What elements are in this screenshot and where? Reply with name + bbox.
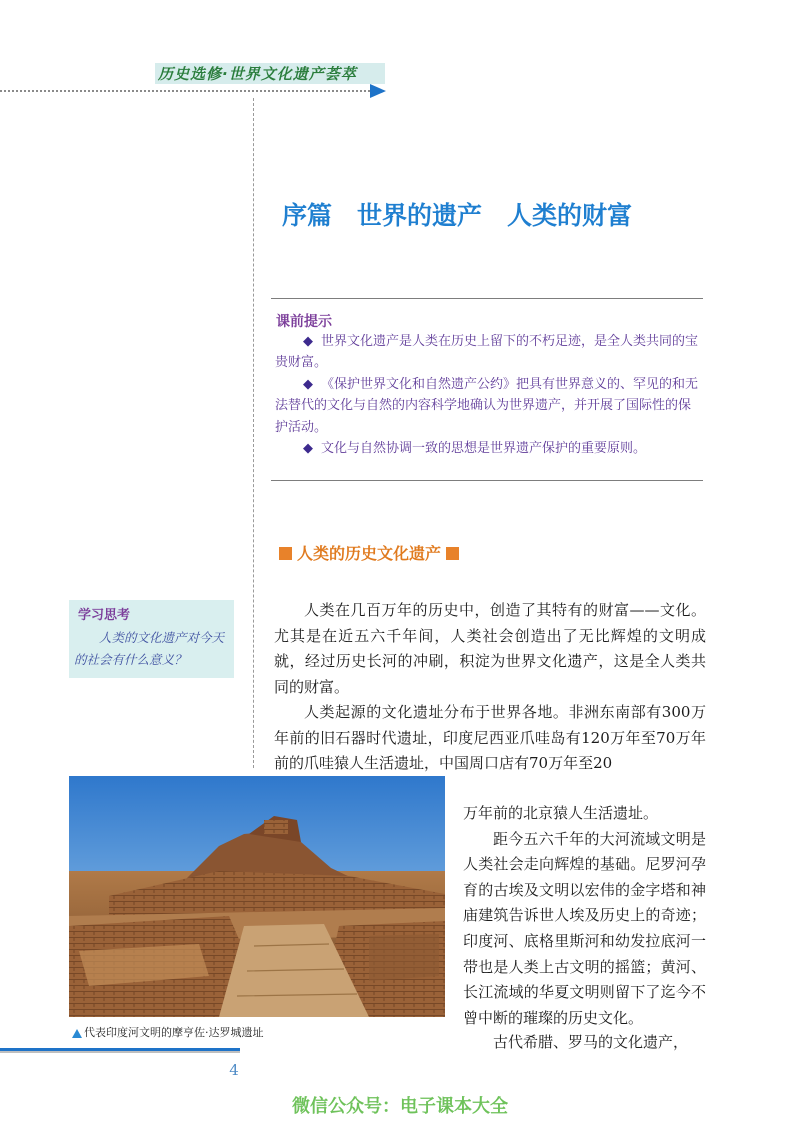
tips-list [275,331,703,459]
body-paragraph-continued: 万年前的北京猿人生活遗址。 距今五六千年的大河流域文明是人类社会走向辉煌的基础。尼罗河孕育的古埃及文明以宏伟的金字塔和神庙建筑告诉世人埃及历史上的奇迹；印度河、底格里斯河和幼发拉底河一带也是人类上古文明的摇篮；黄河、长江流域的华夏文明则留下了迄今不曾中断的璀璨的历史文化。 [463,804,706,1027]
body-paragraph: 人类起源的文化遗址分布于世界各地。非洲东南部有300万年前的旧石器时代遗址，印度尼西亚爪哇岛有120万年至70万年前的爪哇猿人生活遗址，中国周口店有70万年至20 [274,703,706,773]
study-think-question: 人类的文化遗产对今天的社会有什么意义？ [74,630,225,667]
triangle-marker-icon [72,1029,82,1038]
tips-bottom-rule [271,480,703,481]
diamond-bullet-icon: ◆ [303,334,313,349]
tip-item: ◆ 世界文化遗产是人类在历史上留下的不朽足迹，是全人类共同的宝贵财富。 [275,331,703,374]
study-think-heading: 学习思考 [78,608,131,623]
tip-item: ◆ 《保护世界文化和自然遗产公约》把具有世界意义的、罕见的和无法替代的文化与自然的内容科学地确认为世界遗产，并开展了国际性的保护活动。 [275,374,703,438]
ruins-photo [69,776,445,1017]
diamond-bullet-icon: ◆ [303,376,313,392]
header-dotted-rule [0,90,370,92]
tips-heading: 课前提示 [276,314,332,330]
body-paragraph: 古代希腊、罗马的文化遗产， [493,1033,689,1051]
diamond-bullet-icon: ◆ [303,441,313,457]
arrow-right-icon [370,84,386,98]
watermark: 微信公众号：电子课本大全 [292,1096,508,1117]
page-number: 4 [229,1061,239,1079]
chapter-title: 序篇 世界的遗产 人类的财富 [282,201,633,230]
series-title: 历史选修·世界文化遗产荟萃 [158,65,357,83]
footer-bar-shadow [0,1051,240,1053]
square-marker-icon [279,547,292,560]
tips-top-rule [271,298,703,299]
column-divider [253,98,254,768]
tip-item: ◆ 文化与自然协调一致的思想是世界遗产保护的重要原则。 [275,438,703,459]
photo-caption: 代表印度河文明的摩亨佐·达罗城遗址 [84,1026,264,1039]
body-paragraph: 人类在几百万年的历史中，创造了其特有的财富——文化。尤其是在近五六千年间，人类社会创造出了无比辉煌的文明成就，经过历史长河的冲刷，积淀为世界文化遗产，这是全人类共同的财富。 [274,601,706,696]
square-marker-icon [446,547,459,560]
section-heading: 人类的历史文化遗产 [274,541,464,567]
